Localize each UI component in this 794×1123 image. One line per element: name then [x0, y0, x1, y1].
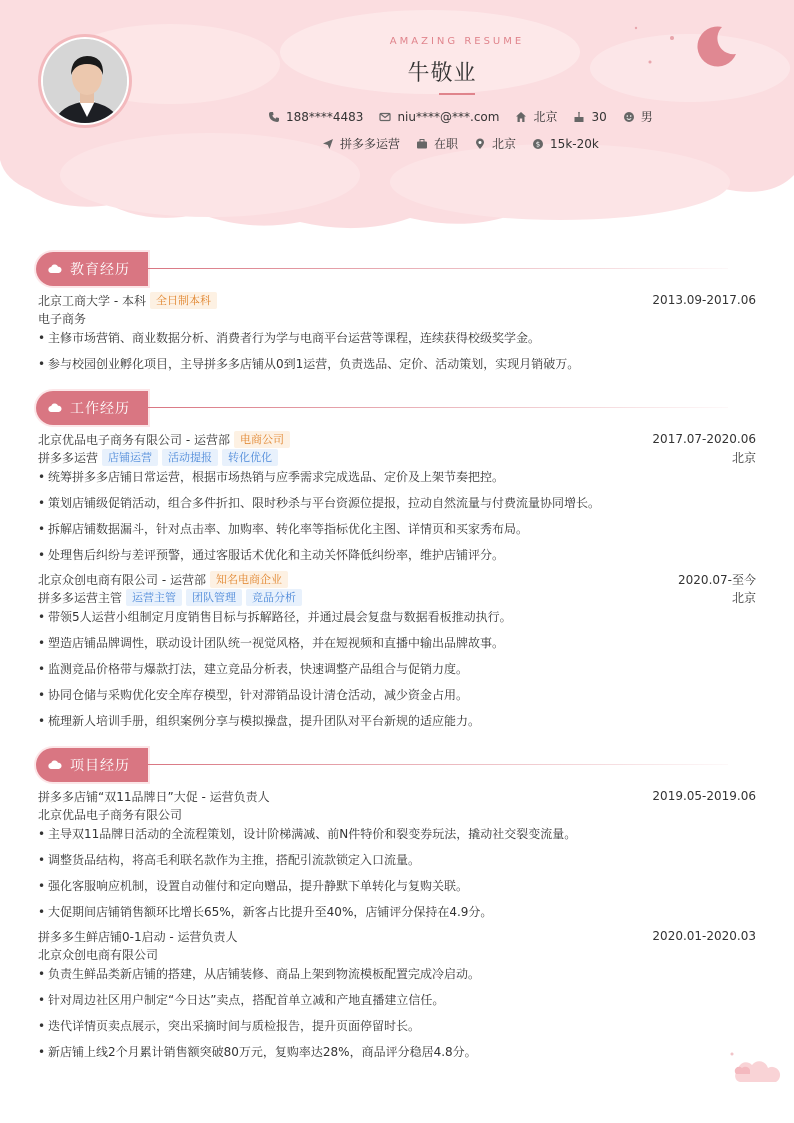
- cloud-icon: [48, 760, 62, 770]
- work-location: 北京: [731, 590, 756, 605]
- list-item: • 针对周边社区用户制定“今日达”卖点，搭配首单立减和产地直播建立信任。: [38, 991, 756, 1017]
- gender-item: [623, 108, 653, 125]
- job-intent-row: [322, 135, 599, 152]
- education-section-header: [36, 252, 756, 286]
- target-city-item: [474, 135, 516, 152]
- project-date: 2019.05-2019.06: [652, 789, 756, 803]
- cloud-icon: [48, 403, 62, 413]
- role-tag: 运营主管: [126, 589, 182, 606]
- section-divider: [148, 764, 728, 765]
- list-item: • 梳理新人培训手册，组织案例分享与模拟操盘，提升团队对平台新规的适应能力。: [38, 712, 756, 738]
- list-item: • 参与校园创业孵化项目，主导拼多多店铺从0到1运营，负责选品、定价、活动策划，实现月销破万。: [38, 355, 756, 381]
- project-entry-2: [38, 927, 756, 1069]
- name-underline: [439, 93, 475, 95]
- city-item: [515, 108, 557, 125]
- work-title-pill: [36, 391, 148, 425]
- job-status-item: [416, 135, 458, 152]
- city-text: 北京: [533, 110, 558, 124]
- list-item: • 策划店铺级促销活动，组合多件折扣、限时秒杀与平台资源位提报，拉动自然流量与付费流量协同增长。: [38, 494, 756, 520]
- project-org: 北京众创电商有限公司: [38, 947, 159, 962]
- gender-text: 男: [640, 110, 653, 124]
- list-item: • 协同仓储与采购优化安全库存模型，针对滞销品设计清仓活动，减少资金占用。: [38, 686, 756, 712]
- role-text: 拼多多运营主管: [38, 590, 123, 605]
- role-text: 拼多多运营: [38, 450, 99, 465]
- resume-eyebrow: AMAZING RESUME: [389, 36, 525, 47]
- candidate-name: 牛敬业: [407, 61, 477, 86]
- work-entry-1: [38, 430, 756, 564]
- list-item: • 迭代详情页卖点展示，突出采摘时间与质检报告，提升页面停留时长。: [38, 1017, 756, 1043]
- target-position-text: 拼多多运营: [340, 137, 401, 151]
- project-date: 2020.01-2020.03: [652, 929, 756, 943]
- list-item: • 塑造店铺品牌调性，联动设计团队统一视觉风格，并在短视频和直播中输出品牌故事。: [38, 634, 756, 660]
- projects-title-pill: [36, 748, 148, 782]
- school-line: 北京工商大学 - 本科: [38, 293, 146, 308]
- work-date: 2020.07-至今: [678, 572, 756, 587]
- project-org: 北京优品电子商务有限公司: [38, 807, 183, 822]
- work-date: 2017.07-2020.06: [652, 432, 756, 446]
- phone-item: [268, 110, 363, 124]
- company-line: 北京众创电商有限公司 - 运营部: [38, 572, 206, 587]
- list-item: • 统筹拼多多店铺日常运营，根据市场热销与应季需求完成选品、定价及上架节奏把控。: [38, 468, 756, 494]
- project-entry-1: [38, 787, 756, 921]
- role-tag: 竞品分析: [246, 589, 302, 606]
- briefcase-icon: [416, 138, 428, 150]
- contact-info-row: [268, 108, 653, 125]
- company-tag: 知名电商企业: [210, 571, 288, 588]
- phone-icon: [268, 111, 280, 123]
- education-major: 电子商务: [38, 311, 87, 326]
- target-position-item: [322, 135, 400, 152]
- role-tag: 店铺运营: [102, 449, 158, 466]
- list-item: • 带领5人运营小组制定月度销售目标与拆解路径，并通过晨会复盘与数据看板推动执行。: [38, 608, 756, 634]
- education-tag: 全日制本科: [150, 292, 217, 309]
- phone-text: 188****4483: [286, 109, 364, 124]
- cloud-icon: [48, 264, 62, 274]
- list-item: • 主导双11品牌日活动的全流程策划，设计阶梯满减、前N件特价和裂变券玩法，撬动社交裂变流量。: [38, 825, 756, 851]
- projects-title: 项目经历: [70, 758, 130, 774]
- target-city-text: 北京: [492, 137, 517, 151]
- project-title: 拼多多生鲜店铺0-1启动 - 运营负责人: [38, 929, 238, 944]
- list-item: • 新店铺上线2个月累计销售额突破80万元，复购率达28%，商品评分稳居4.8分。: [38, 1043, 756, 1069]
- job-status-text: 在职: [434, 137, 459, 151]
- home-icon: [515, 111, 527, 123]
- list-item: • 大促期间店铺销售额环比增长65%，新客占比提升至40%，店铺评分保持在4.9分。: [38, 903, 756, 921]
- list-item: • 处理售后纠纷与差评预警，通过客服话术优化和主动关怀降低纠纷率，维护店铺评分。: [38, 546, 756, 564]
- list-item: • 强化客服响应机制，设置自动催付和定向赠品，提升静默下单转化与复购关联。: [38, 877, 756, 903]
- list-item: • 调整货品结构，将高毛利联名款作为主推，搭配引流款锁定入口流量。: [38, 851, 756, 877]
- svg-text:$: $: [535, 140, 541, 149]
- email-item: [379, 110, 499, 124]
- list-item: • 主修市场营销、商业数据分析、消费者行为学与电商平台运营等课程，连续获得校级奖学金。: [38, 329, 756, 355]
- list-item: • 监测竞品价格带与爆款打法，建立竞品分析表，快速调整产品组合与促销力度。: [38, 660, 756, 686]
- face-icon: [623, 111, 635, 123]
- company-tag: 电商公司: [234, 431, 290, 448]
- education-title-pill: [36, 252, 148, 286]
- send-icon: [322, 138, 334, 150]
- role-tag: 转化优化: [222, 449, 278, 466]
- section-divider: [148, 268, 728, 269]
- age-item: [573, 110, 606, 124]
- list-item: • 拆解店铺数据漏斗，针对点击率、加购率、转化率等指标优化主图、详情页和买家秀布局。: [38, 520, 756, 546]
- money-icon: [532, 138, 544, 150]
- section-divider: [148, 407, 728, 408]
- company-line: 北京优品电子商务有限公司 - 运营部: [38, 432, 230, 447]
- salary-text: 15k-20k: [550, 136, 599, 151]
- age-text: 30: [591, 109, 607, 124]
- mail-icon: [379, 111, 391, 123]
- location-icon: [474, 138, 486, 150]
- work-section-header: [36, 391, 756, 425]
- projects-section-header: [36, 748, 756, 782]
- role-tag: 活动提报: [162, 449, 218, 466]
- work-title: 工作经历: [70, 401, 130, 417]
- cake-icon: [573, 111, 585, 123]
- email-text: niu****@***.com: [397, 109, 500, 124]
- decorative-cloud-icon: [728, 1050, 784, 1086]
- work-entry-2: [38, 570, 756, 738]
- education-date: 2013.09-2017.06: [652, 293, 756, 307]
- project-title: 拼多多店铺“双11品牌日”大促 - 运营负责人: [38, 789, 270, 804]
- salary-item: [532, 137, 599, 151]
- work-location: 北京: [731, 450, 756, 465]
- education-entry: [38, 291, 756, 381]
- education-title: 教育经历: [70, 262, 130, 278]
- role-tag: 团队管理: [186, 589, 242, 606]
- list-item: • 负责生鲜品类新店铺的搭建，从店铺装修、商品上架到物流模板配置完成冷启动。: [38, 965, 756, 991]
